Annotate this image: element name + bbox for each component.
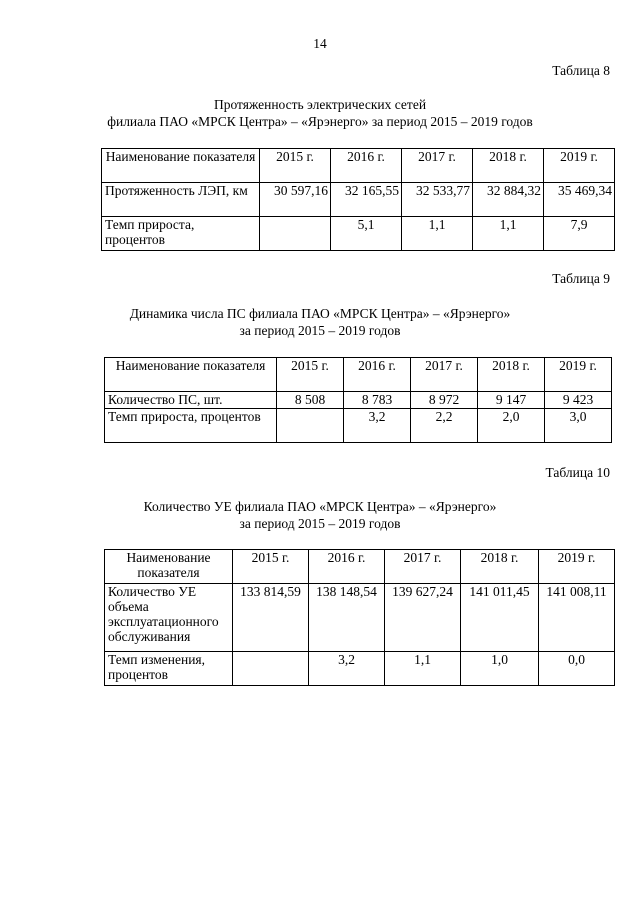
header-year: 2016 г. (331, 149, 402, 183)
cell-value: 2,2 (411, 409, 478, 443)
cell-value: 7,9 (544, 217, 615, 251)
table-8 (101, 148, 615, 251)
cell-value: 8 783 (344, 392, 411, 409)
cell-value: 141 011,45 (461, 584, 539, 652)
cell-value: 1,1 (402, 217, 473, 251)
table-8-title-line2: филиала ПАО «МРСК Центра» – «Ярэнерго» за период 2015 – 2019 годов (107, 114, 533, 129)
cell-value: 3,0 (545, 409, 612, 443)
cell-value: 32 533,77 (402, 183, 473, 217)
header-indicator: Наименование показателя (102, 149, 260, 183)
cell-value: 5,1 (331, 217, 402, 251)
table-row (105, 584, 615, 652)
cell-value: 8 972 (411, 392, 478, 409)
header-year: 2016 г. (344, 358, 411, 392)
header-year: 2018 г. (473, 149, 544, 183)
header-year: 2018 г. (461, 550, 539, 584)
cell-value: 138 148,54 (309, 584, 385, 652)
cell-value: 1,0 (461, 652, 539, 686)
table-row (105, 392, 612, 409)
cell-value: 35 469,34 (544, 183, 615, 217)
header-year: 2017 г. (402, 149, 473, 183)
table-9-title-line1: Динамика числа ПС филиала ПАО «МРСК Центра» – «Ярэнерго» (129, 306, 511, 321)
cell-value: 141 008,11 (539, 584, 615, 652)
header-year: 2015 г. (277, 358, 344, 392)
table-10-title-line2: за период 2015 – 2019 годов (239, 516, 401, 531)
table-header-row (102, 149, 615, 183)
header-year: 2017 г. (385, 550, 461, 584)
header-year: 2016 г. (309, 550, 385, 584)
cell-value: 0,0 (539, 652, 615, 686)
table-10 (104, 549, 615, 686)
cell-value: 9 423 (545, 392, 612, 409)
table-8-label: Таблица 8 (552, 63, 610, 78)
row-label: Темп прироста, процентов (102, 217, 260, 251)
header-year: 2019 г. (544, 149, 615, 183)
header-year: 2017 г. (411, 358, 478, 392)
header-year: 2019 г. (545, 358, 612, 392)
cell-value: 9 147 (478, 392, 545, 409)
header-year: 2018 г. (478, 358, 545, 392)
cell-value: 2,0 (478, 409, 545, 443)
table-row (102, 183, 615, 217)
cell-value (260, 217, 331, 251)
header-year: 2015 г. (233, 550, 309, 584)
cell-value: 8 508 (277, 392, 344, 409)
table-header-row (105, 550, 615, 584)
cell-value (277, 409, 344, 443)
table-8-title-line1: Протяженность электрических сетей (213, 97, 427, 112)
page-number: 14 (313, 36, 327, 51)
cell-value: 32 165,55 (331, 183, 402, 217)
table-10-title-line1: Количество УЕ филиала ПАО «МРСК Центра» – «Ярэнерго» (143, 499, 497, 514)
header-year: 2019 г. (539, 550, 615, 584)
row-label: Количество УЕ объема эксплуатационного обслуживания (105, 584, 233, 652)
table-row (105, 652, 615, 686)
row-label: Протяженность ЛЭП, км (102, 183, 260, 217)
cell-value: 30 597,16 (260, 183, 331, 217)
row-label: Темп изменения, процентов (105, 652, 233, 686)
row-label: Количество ПС, шт. (105, 392, 277, 409)
cell-value: 3,2 (344, 409, 411, 443)
header-indicator: Наименование показателя (105, 358, 277, 392)
table-row (102, 217, 615, 251)
table-row (105, 409, 612, 443)
table-header-row (105, 358, 612, 392)
header-year: 2015 г. (260, 149, 331, 183)
cell-value: 1,1 (385, 652, 461, 686)
cell-value: 1,1 (473, 217, 544, 251)
cell-value: 139 627,24 (385, 584, 461, 652)
header-indicator: Наименование показателя (105, 550, 233, 584)
cell-value: 133 814,59 (233, 584, 309, 652)
cell-value (233, 652, 309, 686)
table-9 (104, 357, 612, 443)
cell-value: 3,2 (309, 652, 385, 686)
table-10-label: Таблица 10 (545, 465, 610, 480)
cell-value: 32 884,32 (473, 183, 544, 217)
table-9-label: Таблица 9 (552, 271, 610, 286)
row-label: Темп прироста, процентов (105, 409, 277, 443)
table-9-title-line2: за период 2015 – 2019 годов (239, 323, 401, 338)
